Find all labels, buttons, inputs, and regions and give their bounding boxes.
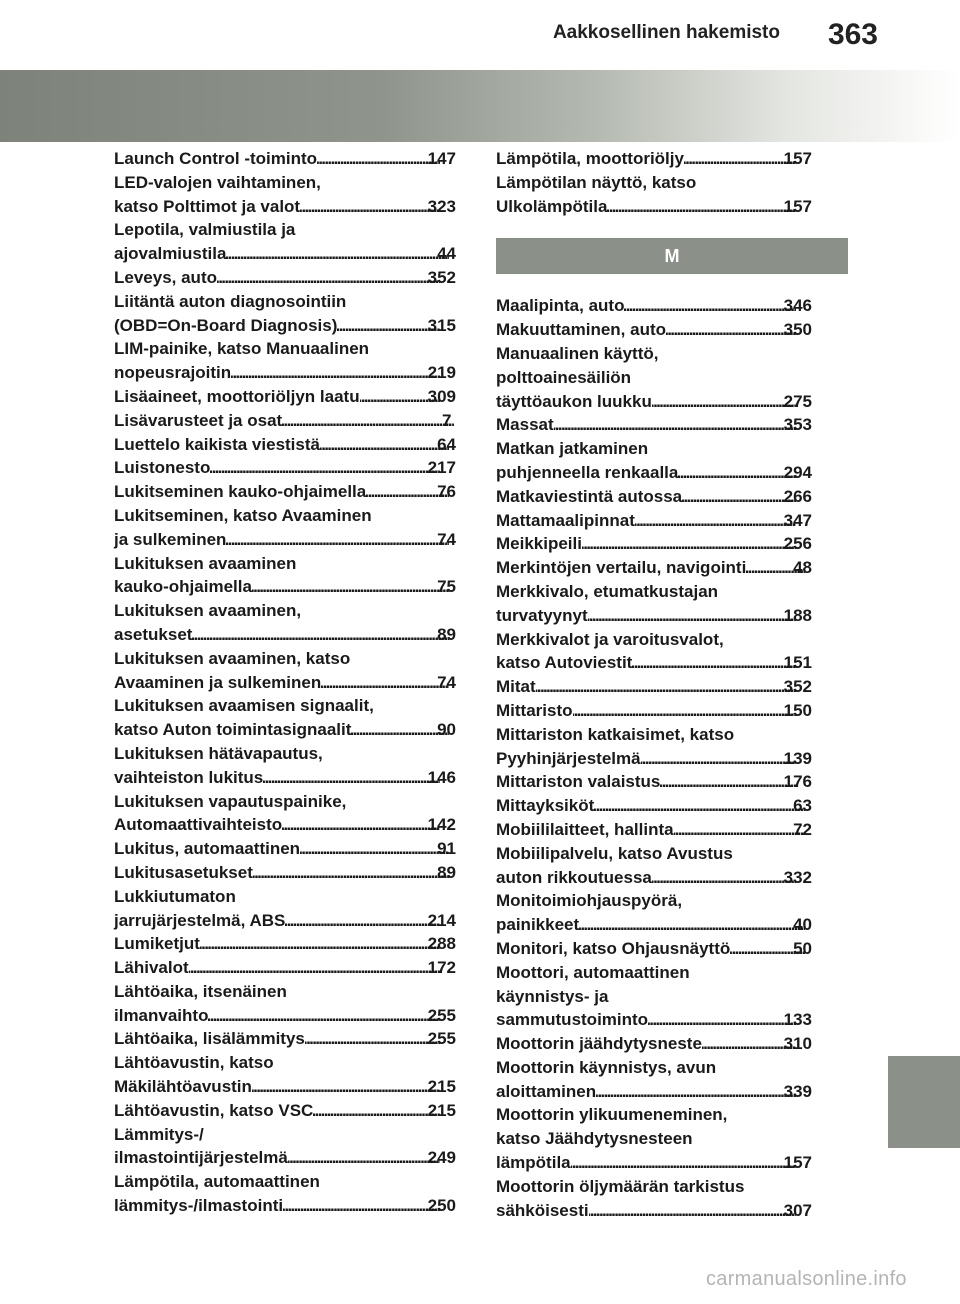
index-entry [114,790,456,838]
index-entry-text: Lämpötila, automaattinen [114,1172,320,1192]
index-entry-text: auton rikkoutuessa [496,867,652,887]
index-entry-page: 266 [783,486,812,506]
index-entry-text: Mitat [496,677,536,697]
index-entry-text: Makuuttaminen, auto [496,320,667,340]
index-entry-page: 339 [783,1081,812,1101]
index-entry [496,818,812,842]
index-entry [114,837,456,861]
index-entry-text: Lukituksen hätävapautus, [114,743,323,763]
index-entry [114,337,456,385]
page-number: 363 [827,18,878,51]
index-entry [114,1170,456,1218]
index-entry [114,885,456,933]
index-entry-text: katso Autoviestit [496,653,633,673]
dot-leader [648,1008,796,1032]
index-entry-text: asetukset [114,624,193,644]
index-entry-text: LED-valojen vaihtaminen, [114,172,321,192]
dot-leader [536,675,796,699]
index-entry-page: 176 [783,772,812,792]
dot-leader [666,318,796,342]
dot-leader [283,1194,440,1218]
index-entry [496,437,812,485]
dot-leader [300,837,449,861]
index-entry [114,456,456,480]
index-entry-page: 157 [783,149,812,168]
index-entry-text: Merkkivalo, etumatkustajan [496,581,719,601]
index-entry-text: Lukituksen avaaminen, [114,601,302,621]
dot-leader [252,575,449,599]
index-entry-page: 332 [783,867,812,887]
dot-leader [351,718,449,742]
index-entry-text: Mittariston valaistus [496,772,661,792]
index-entry-text: Lähtöavustin, katso VSC [114,1100,314,1120]
index-entry-text: katso Polttimot ja valot [114,196,301,216]
index-entry-page: 74 [437,672,456,692]
index-entry [496,1032,812,1056]
dot-leader [678,461,795,485]
index-entry [114,504,456,552]
index-entry-text: Avaaminen ja sulkeminen [114,672,322,692]
dot-leader [226,242,449,266]
index-entry-text: Lämpötila, moottoriöljy [496,149,684,168]
index-entry [114,1123,456,1171]
dot-leader [200,932,440,956]
index-entry-text: Mobiililaitteet, hallinta [496,819,674,839]
index-entry-text: Mäkilähtöavustin [114,1077,252,1097]
index-entry-page: 72 [793,819,812,839]
index-entry-text: Pyyhinjärjestelmä [496,748,641,768]
index-entry-page: 172 [427,958,456,978]
index-entry [496,556,812,580]
index-entry [496,532,812,556]
index-entry-page: 139 [783,748,812,768]
index-entry-text: Mattamaalipinnat [496,510,635,530]
dot-leader [674,818,806,842]
index-entry-page: 307 [783,1200,812,1220]
index-entry-text: Luistonesto [114,458,211,478]
index-entry [496,961,812,1032]
index-entry-page: 347 [783,510,812,530]
index-entry [496,413,812,437]
index-entry-text: sammutustoiminto [496,1010,649,1030]
index-entry-text: katso Jäähdytysnesteen [496,1129,693,1149]
index-entry-text: Automaattivaihteisto [114,815,283,835]
index-entry-page: 310 [783,1034,812,1054]
index-entry-text: Lukitus, automaattinen [114,839,301,859]
index-entry-page: 133 [783,1010,812,1030]
index-entry [114,861,456,885]
index-entry-text: Matkaviestintä autossa [496,486,683,506]
index-entry-text: Launch Control -toiminto [114,149,318,168]
watermark-text: carmanualsonline.info [706,1268,907,1290]
index-entry-page: 146 [427,767,456,787]
index-entry-text: Mittariston katkaisimet, katso [496,724,735,744]
index-entry-text: Lukituksen avaamisen signaalit, [114,696,374,716]
index-entry-text: katso Auton toimintasignaalit [114,720,352,740]
index-entry-text: Lepotila, valmiustila ja [114,220,296,240]
index-entry-text: ajovalmiustila [114,244,227,264]
index-entry-page: 219 [427,363,456,383]
index-entry-page: 74 [437,529,456,549]
index-entry-text: Moottorin öljymäärän tarkistus [496,1176,745,1196]
dot-leader [192,623,449,647]
index-entry-text: Lukitseminen, katso Avaaminen [114,505,372,525]
index-entry-page: 64 [437,434,456,454]
index-entry [114,1027,456,1051]
index-group-m [496,294,812,1222]
index-entry-text: kauko-ohjaimella [114,577,252,597]
index-entry-text: aloittaminen [496,1081,597,1101]
chapter-thumb-tab [888,1056,960,1148]
index-entry-page: 323 [427,196,456,216]
dot-leader [588,604,796,628]
index-entry-text: Moottorin jäähdytysneste [496,1034,702,1054]
index-entry-page: 40 [793,915,812,935]
index-entry [496,1103,812,1174]
index-entry [114,409,456,433]
index-entry-text: ilmanvaihto [114,1005,209,1025]
dot-leader [288,1146,440,1170]
dot-leader [607,195,795,219]
index-entry-page: 91 [437,839,456,859]
index-entry-text: LIM-painike, katso Manuaalinen [114,339,370,359]
dot-leader [337,314,439,338]
index-entry [114,433,456,457]
index-entry-page: 256 [783,534,812,554]
index-entry-text: Leveys, auto [114,267,217,287]
index-entry-text: lämmitys-/ilmastointi [114,1196,284,1216]
dot-leader [253,861,449,885]
index-entry-text: puhjenneella renkaalla [496,462,679,482]
index-entry [114,290,456,338]
index-entry-page: 75 [437,577,456,597]
index-entry [496,723,812,771]
page-header-title: Aakkosellinen hakemisto [552,22,780,43]
index-entry-page: 346 [783,296,812,316]
index-entry-text: Lämpötilan näyttö, katso [496,172,697,192]
index-entry [496,628,812,676]
dot-leader [596,1080,796,1104]
index-entry-page: 352 [427,267,456,287]
index-entry-text: Luettelo kaikista viestistä [114,434,320,454]
index-entry-text: Moottori, automaattinen [496,962,690,982]
dot-leader [226,528,449,552]
index-entry [496,770,812,794]
dot-leader [263,766,439,790]
index-entry [114,218,456,266]
index-entry [114,480,456,504]
index-entry-text: nopeusrajoitin [114,363,232,383]
dot-leader [300,195,440,219]
index-entry [496,294,812,318]
index-entry-text: lämpötila [496,1153,571,1173]
index-entry-text: täyttöaukon luukku [496,391,652,411]
index-entry-page: 142 [427,815,456,835]
index-entry [114,385,456,409]
index-entry [114,647,456,695]
index-entry-page: 151 [783,653,812,673]
index-entry-text: Matkan jatkaminen [496,439,649,459]
dot-leader [571,1151,796,1175]
index-entry [114,599,456,647]
index-entry-text: Lukitseminen kauko-ohjaimella [114,482,367,502]
index-entry-text: Lisävarusteet ja osat [114,410,283,430]
dot-leader [573,699,796,723]
index-entry-text: Mittaristo [496,700,573,720]
index-entry [496,485,812,509]
index-entry-text: Lämmitys-/ [114,1124,204,1144]
index-entry-page: 217 [427,458,456,478]
index-entry [496,675,812,699]
dot-leader [282,409,454,433]
dot-leader [641,747,796,771]
index-entry [114,266,456,290]
dot-leader [579,913,805,937]
index-entry-text: Merkkivalot ja varoitusvalot, [496,629,724,649]
dot-leader [684,147,796,171]
index-entry-page: 76 [437,482,456,502]
index-entry-text: polttoainesäiliön [496,367,632,387]
index-column-left [114,147,456,1218]
index-entry-page: 249 [427,1148,456,1168]
index-entry [496,147,812,171]
index-entry [114,980,456,1028]
index-entry-text: Mittayksiköt [496,796,595,816]
index-entry [114,1051,456,1099]
index-entry [114,147,456,171]
dot-leader [321,671,449,695]
index-entry-page: 352 [783,677,812,697]
index-entry [496,580,812,628]
index-entry-text: käynnistys- ja [496,986,609,1006]
index-entry [114,552,456,600]
dot-leader [252,1075,440,1099]
index-entry-page: 150 [783,700,812,720]
dot-leader [660,770,795,794]
index-entry-text: ja sulkeminen [114,529,227,549]
index-entry-page: 147 [427,149,456,168]
index-entry-page: 350 [783,320,812,340]
index-entry-text: painikkeet [496,915,580,935]
index-entry [496,699,812,723]
index-entry-page: 275 [783,391,812,411]
index-entry-text: Monitori, katso Ohjausnäyttö [496,938,731,958]
index-entry [114,932,456,956]
index-entry-text: Mobiilipalvelu, katso Avustus [496,843,733,863]
index-entry-text: Moottorin ylikuumeneminen, [496,1105,728,1125]
dot-leader [282,813,439,837]
index-entry-text: Maalipinta, auto [496,296,625,316]
index-entry-page: 250 [427,1196,456,1216]
index-entry-text: Lähtöaika, itsenäinen [114,981,287,1001]
index-entry-text: Liitäntä auton diagnosointiin [114,291,347,311]
index-entry [496,1175,812,1223]
index-entry-page: 255 [427,1029,456,1049]
index-entry-text: Lumiketjut [114,934,200,954]
index-entry-page: 288 [427,934,456,954]
index-entry-text: Meikkipeili [496,534,582,554]
index-entry-text: Lähivalot [114,958,189,978]
dot-leader [189,956,440,980]
index-entry-text: Moottorin käynnistys, avun [496,1057,717,1077]
index-entry-text: Lukituksen avaaminen, katso [114,648,351,668]
index-entry [114,694,456,742]
dot-leader [210,456,439,480]
dot-leader [582,532,796,556]
index-entry [496,342,812,413]
index-entry-text: Massat [496,415,554,435]
dot-leader [305,1027,440,1051]
index-entry-page: 157 [783,1153,812,1173]
index-entry-text: Monitoimiohjauspyörä, [496,891,683,911]
section-heading-m: M [496,238,848,274]
index-entry-text: Lähtöaika, lisälämmitys [114,1029,305,1049]
index-entry-page: 188 [783,605,812,625]
dot-leader [554,413,796,437]
index-column-right [496,147,812,1222]
index-entry-page: 50 [793,938,812,958]
dot-leader [320,433,449,457]
index-entry-text: turvatyynyt [496,605,588,625]
index-entry-page: 215 [427,1100,456,1120]
index-entry-page: 214 [427,910,456,930]
index-entry [114,171,456,219]
index-entry-text: Lukituksen avaaminen [114,553,297,573]
index-entry-page: 309 [427,386,456,406]
index-entry-text: Lisäaineet, moottoriöljyn laatu [114,386,360,406]
dot-leader [313,1099,439,1123]
index-entry-page: 7 [442,410,452,430]
index-entry [496,889,812,937]
index-entry-text: ilmastointijärjestelmä [114,1148,288,1168]
dot-leader [589,1199,796,1223]
index-entry [496,794,812,818]
index-entry-text: Lukkiutumaton [114,886,236,906]
index-entry-text: Lähtöavustin, katso [114,1053,274,1073]
index-entry-text: sähköisesti [496,1200,589,1220]
index-entry [496,509,812,533]
dot-leader [594,794,805,818]
dot-leader [217,266,440,290]
dot-leader [652,390,796,414]
dot-leader [317,147,440,171]
dot-leader [208,1004,439,1028]
index-entry-page: 89 [437,862,456,882]
index-entry-page: 255 [427,1005,456,1025]
index-entry-page: 157 [783,196,812,216]
index-entry [496,171,812,219]
index-entry-page: 353 [783,415,812,435]
index-entry [496,1056,812,1104]
dot-leader [702,1032,796,1056]
index-entry-page: 90 [437,720,456,740]
index-entry-page: 89 [437,624,456,644]
index-entry [114,742,456,790]
index-entry-text: Lukituksen vapautuspainike, [114,791,347,811]
index-entry-text: Manuaalinen käyttö, [496,343,659,363]
index-group-l-continued [496,147,812,218]
index-entry-page: 48 [793,558,812,578]
index-entry-page: 215 [427,1077,456,1097]
dot-leader [285,909,439,933]
index-entry-page: 294 [783,462,812,482]
index-entry-page: 63 [793,796,812,816]
index-entry-text: jarrujärjestelmä, ABS [114,910,286,930]
index-entry-page: 44 [437,244,456,264]
dot-leader [652,866,796,890]
index-entry-page: 315 [427,315,456,335]
index-entry-text: Merkintöjen vertailu, navigointi [496,558,747,578]
dot-leader [231,361,440,385]
index-entry-text: (OBD=On-Board Diagnosis) [114,315,338,335]
index-entry [114,1099,456,1123]
index-entry-text: Ulkolämpötila [496,196,608,216]
dot-leader [624,294,795,318]
index-entry [496,318,812,342]
header-banner [0,70,960,142]
index-entry [114,956,456,980]
dot-leader [632,651,795,675]
index-entry [496,937,812,961]
index-entry-text: Lukitusasetukset [114,862,253,882]
index-entry [496,842,812,890]
dot-leader [635,509,796,533]
index-entry-text: vaihteiston lukitus [114,767,264,787]
dot-leader [682,485,795,509]
